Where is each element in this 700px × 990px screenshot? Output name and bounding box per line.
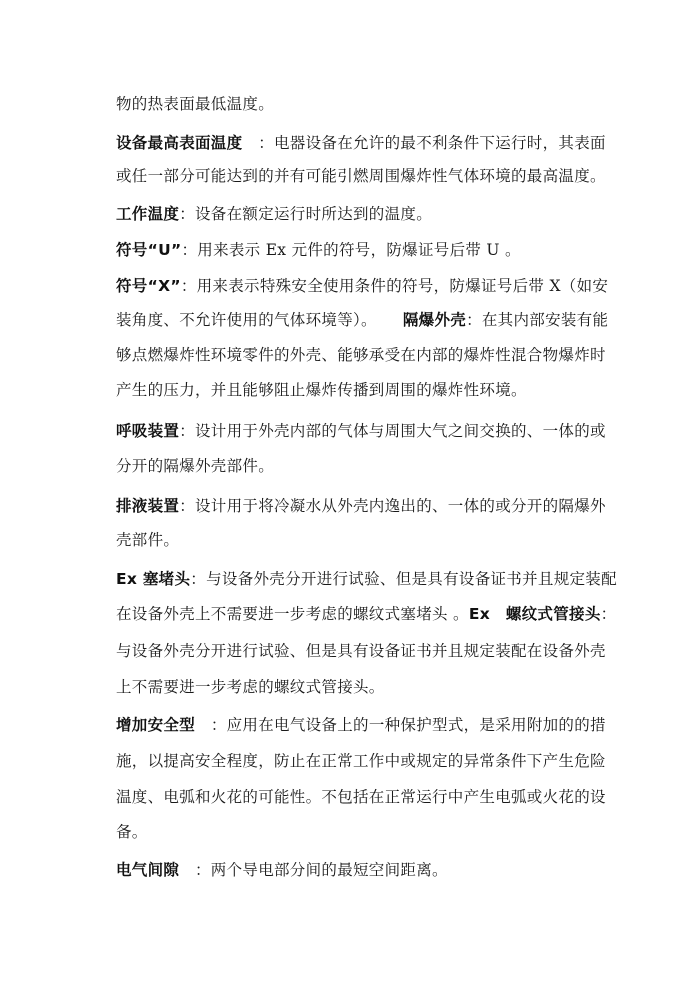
text-line: 工作温度：设备在额定运行时所达到的温度。 [116, 205, 433, 223]
text-line: 符号“X”：用来表示特殊安全使用条件的符号，防爆证号后带 X（如安 [116, 277, 609, 295]
text-line: 上不需要进一步考虑的螺纹式管接头。 [116, 678, 385, 696]
term-label: 隔爆外壳 [402, 311, 467, 329]
term-label: 呼吸装置 [116, 422, 180, 440]
text-line: 在设备外壳上不需要进一步考虑的螺纹式塞堵头 。Ex 螺纹式管接头： [116, 605, 617, 623]
text-line: 电气间隙 ：两个导电部分间的最短空间距离。 [116, 861, 448, 879]
text-line: 产生的压力，并且能够阻止爆炸传播到周围的爆炸性环境。 [116, 381, 527, 399]
term-label: Ex 螺纹式管接头 [468, 605, 601, 623]
term-label: Ex 塞堵头 [116, 570, 191, 588]
text-line: 物的热表面最低温度。 [116, 95, 275, 113]
text-line: 施，以提高安全程度，防止在正常工作中或规定的异常条件下产生危险 [116, 752, 606, 770]
text-line: 够点燃爆炸性环境零件的外壳、能够承受在内部的爆炸性混合物爆炸时 [116, 346, 606, 364]
term-label: 排液装置 [116, 497, 180, 515]
text-line: 分开的隔爆外壳部件。 [116, 457, 275, 475]
text-line: 备。 [116, 823, 148, 841]
text-line: 呼吸装置：设计用于外壳内部的气体与周围大气之间交换的、一体的或 [116, 422, 606, 440]
text-line: 与设备外壳分开进行试验、但是具有设备证书并且规定装配在设备外壳 [116, 642, 606, 660]
text-line: 符号“U”：用来表示 Ex 元件的符号，防爆证号后带 U 。 [116, 241, 521, 259]
text-line: 壳部件。 [116, 531, 180, 549]
term-label: 电气间隙 [116, 861, 180, 879]
text-line: 增加安全型 ：应用在电气设备上的一种保护型式，是采用附加的的措 [116, 716, 606, 734]
text-line: Ex 塞堵头：与设备外壳分开进行试验、但是具有设备证书并且规定装配 [116, 570, 617, 588]
term-label: 符号“U” [116, 241, 182, 259]
term-label: 符号“X” [116, 277, 181, 295]
term-label: 增加安全型 [116, 716, 196, 734]
text-line: 温度、电弧和火花的可能性。不包括在正常运行中产生电弧或火花的设 [116, 788, 606, 806]
term-label: 工作温度 [116, 205, 180, 223]
text-line: 排液装置：设计用于将冷凝水从外壳内逸出的、一体的或分开的隔爆外 [116, 497, 606, 515]
text-line: 或任一部分可能达到的并有可能引燃周围爆炸性气体环境的最高温度。 [116, 167, 606, 185]
text-line: 设备最高表面温度 ：电器设备在允许的最不利条件下运行时，其表面 [116, 134, 606, 152]
term-label: 设备最高表面温度 [116, 134, 243, 152]
text-line: 装角度、不允许使用的气体环境等）。 隔爆外壳：在其内部安装有能 [116, 311, 609, 329]
